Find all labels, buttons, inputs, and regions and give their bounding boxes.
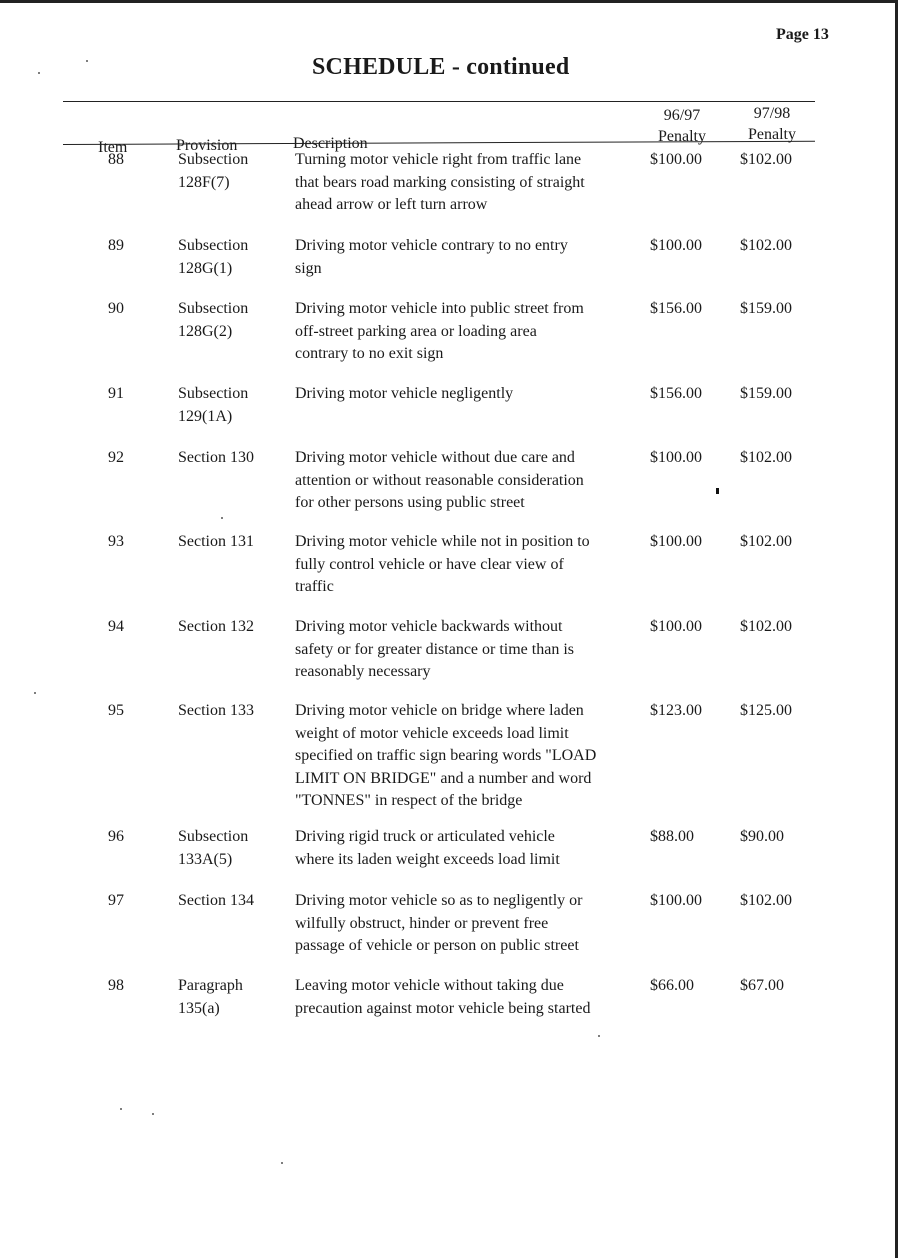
description-line: LIMIT ON BRIDGE" and a number and word bbox=[295, 769, 592, 787]
description-line: specified on traffic sign bearing words "LOAD bbox=[295, 747, 597, 764]
scan-speck bbox=[86, 60, 88, 62]
provision bbox=[178, 975, 243, 1020]
provision-line: 128F(7) bbox=[178, 173, 230, 191]
provision-line: 128G(2) bbox=[178, 322, 233, 340]
scan-speck bbox=[38, 72, 40, 74]
description bbox=[295, 298, 640, 366]
table-top-rule bbox=[63, 101, 815, 102]
description-line: precaution against motor vehicle being started bbox=[295, 999, 591, 1017]
description-line: reasonably necessary bbox=[295, 663, 431, 680]
description-line: Driving rigid truck or articulated vehicle bbox=[295, 828, 555, 845]
penalty-9798: $102.00 bbox=[740, 237, 792, 254]
item-number: 94 bbox=[108, 618, 124, 635]
description-line: Driving motor vehicle contrary to no entry bbox=[295, 237, 568, 254]
scan-speck bbox=[281, 1162, 283, 1164]
description-line: attention or without reasonable consideration bbox=[295, 471, 584, 489]
item-number: 95 bbox=[108, 702, 124, 719]
provision-line: Section 130 bbox=[178, 449, 254, 466]
scan-speck bbox=[221, 517, 223, 519]
description-line: for other persons using public street bbox=[295, 494, 525, 511]
description-line: Leaving motor vehicle without taking due bbox=[295, 977, 564, 994]
provision-line: 133A(5) bbox=[178, 850, 233, 868]
provision-line: 135(a) bbox=[178, 999, 220, 1017]
provision-line: Section 131 bbox=[178, 533, 254, 550]
description-line: ahead arrow or left turn arrow bbox=[295, 196, 488, 213]
penalty-9697: $66.00 bbox=[650, 977, 694, 994]
item-number: 93 bbox=[108, 533, 124, 550]
provision bbox=[178, 447, 254, 470]
provision-line: Paragraph bbox=[178, 977, 243, 994]
penalty-9697: $100.00 bbox=[650, 533, 702, 550]
provision-line: Subsection bbox=[178, 237, 249, 254]
description-line: that bears road marking consisting of straight bbox=[295, 173, 585, 191]
provision bbox=[178, 298, 248, 343]
provision-line: 129(1A) bbox=[178, 407, 233, 425]
provision bbox=[178, 531, 254, 554]
description-line: Driving motor vehicle on bridge where laden bbox=[295, 702, 584, 719]
penalty-9798: $159.00 bbox=[740, 300, 792, 317]
penalty-9697: $88.00 bbox=[650, 828, 694, 845]
provision bbox=[178, 826, 248, 871]
scan-speck bbox=[716, 488, 719, 494]
description-line: traffic bbox=[295, 578, 334, 595]
description bbox=[295, 975, 640, 1020]
description-line: Driving motor vehicle negligently bbox=[295, 385, 514, 402]
provision bbox=[178, 616, 254, 639]
description-line: off-street parking area or loading area bbox=[295, 322, 537, 340]
item-number: 89 bbox=[108, 237, 124, 254]
description-line: passage of vehicle or person on public street bbox=[295, 937, 579, 954]
description-line: fully control vehicle or have clear view of bbox=[295, 555, 564, 573]
penalty-9798: $102.00 bbox=[740, 151, 792, 168]
description bbox=[295, 890, 640, 958]
provision bbox=[178, 890, 254, 913]
penalty-9798: $159.00 bbox=[740, 385, 792, 402]
penalty-9798: $67.00 bbox=[740, 977, 784, 994]
description-line: "TONNES" in respect of the bridge bbox=[295, 792, 523, 809]
item-number: 88 bbox=[108, 151, 124, 168]
provision bbox=[178, 383, 248, 428]
penalty-9697: $123.00 bbox=[650, 702, 702, 719]
scan-speck bbox=[120, 1108, 122, 1110]
column-header-item: Item bbox=[98, 139, 128, 156]
penalty-9798: $102.00 bbox=[740, 892, 792, 909]
column-header-description: Description bbox=[293, 135, 368, 152]
item-number: 97 bbox=[108, 892, 124, 909]
scan-border-top bbox=[0, 0, 898, 3]
column-header-penalty-9798-label: Penalty bbox=[748, 126, 796, 143]
item-number: 90 bbox=[108, 300, 124, 317]
provision-line: Section 132 bbox=[178, 618, 254, 635]
scan-speck bbox=[598, 1035, 600, 1037]
column-header-penalty-9697-year: 96/97 bbox=[663, 107, 701, 124]
scan-speck bbox=[34, 692, 36, 694]
description-line: wilfully obstruct, hinder or prevent free bbox=[295, 914, 549, 932]
description-line: contrary to no exit sign bbox=[295, 345, 444, 362]
description-line: Driving motor vehicle into public street from bbox=[295, 300, 584, 317]
column-header-provision: Provision bbox=[176, 137, 238, 154]
penalty-9697: $100.00 bbox=[650, 892, 702, 909]
item-number: 91 bbox=[108, 385, 124, 402]
scan-speck bbox=[152, 1113, 154, 1115]
description-line: Driving motor vehicle without due care and bbox=[295, 449, 575, 466]
description bbox=[295, 826, 640, 871]
penalty-9798: $102.00 bbox=[740, 533, 792, 550]
penalty-9697: $100.00 bbox=[650, 449, 702, 466]
provision bbox=[178, 235, 248, 280]
item-number: 96 bbox=[108, 828, 124, 845]
provision-line: Section 134 bbox=[178, 892, 254, 909]
provision-line: Subsection bbox=[178, 828, 249, 845]
provision bbox=[178, 700, 254, 723]
page-title: SCHEDULE - continued bbox=[312, 54, 570, 80]
description bbox=[295, 235, 640, 280]
description bbox=[295, 149, 640, 217]
description bbox=[295, 447, 640, 515]
description-line: weight of motor vehicle exceeds load limit bbox=[295, 724, 569, 742]
provision-line: Subsection bbox=[178, 300, 249, 317]
penalty-9697: $100.00 bbox=[650, 237, 702, 254]
provision-line: Subsection bbox=[178, 151, 249, 168]
penalty-9697: $156.00 bbox=[650, 385, 702, 402]
description bbox=[295, 383, 640, 406]
provision bbox=[178, 149, 248, 194]
description bbox=[295, 616, 640, 684]
description-line: sign bbox=[295, 259, 322, 277]
item-number: 98 bbox=[108, 977, 124, 994]
description-line: Driving motor vehicle backwards without bbox=[295, 618, 563, 635]
description-line: Driving motor vehicle while not in position to bbox=[295, 533, 590, 550]
column-header-penalty-9697-label: Penalty bbox=[658, 128, 706, 145]
description-line: Driving motor vehicle so as to negligently or bbox=[295, 892, 583, 909]
penalty-9697: $100.00 bbox=[650, 618, 702, 635]
penalty-9697: $156.00 bbox=[650, 300, 702, 317]
description-line: Turning motor vehicle right from traffic lane bbox=[295, 151, 582, 168]
penalty-9798: $125.00 bbox=[740, 702, 792, 719]
provision-line: 128G(1) bbox=[178, 259, 233, 277]
penalty-9798: $102.00 bbox=[740, 618, 792, 635]
description-line: where its laden weight exceeds load limit bbox=[295, 850, 560, 868]
description-line: safety or for greater distance or time than is bbox=[295, 640, 574, 658]
description bbox=[295, 531, 640, 599]
penalty-9798: $90.00 bbox=[740, 828, 784, 845]
column-header-penalty-9798 bbox=[737, 103, 807, 145]
provision-line: Section 133 bbox=[178, 702, 254, 719]
page-number: Page 13 bbox=[776, 26, 829, 43]
provision-line: Subsection bbox=[178, 385, 249, 402]
column-header-penalty-9798-year: 97/98 bbox=[753, 105, 791, 122]
description bbox=[295, 700, 640, 813]
item-number: 92 bbox=[108, 449, 124, 466]
penalty-9798: $102.00 bbox=[740, 449, 792, 466]
penalty-9697: $100.00 bbox=[650, 151, 702, 168]
